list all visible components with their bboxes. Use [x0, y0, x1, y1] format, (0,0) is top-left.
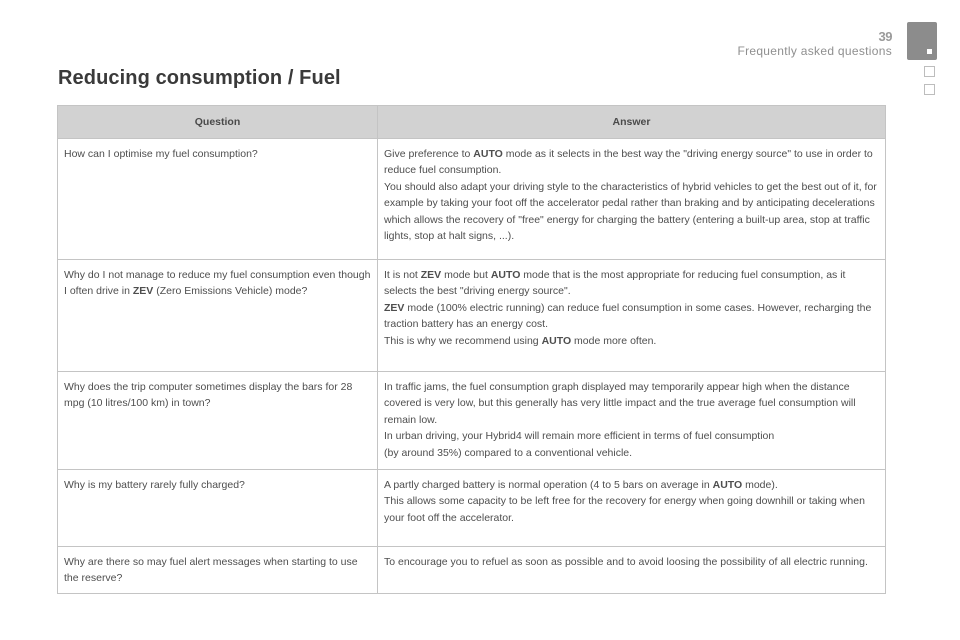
bold-term: AUTO	[473, 148, 503, 160]
answer-cell: Give preference to AUTO mode as it selects in the best way the "driving energy source" to use in order to reduce fuel consumption. You should also adapt your driving style to the characteristics of hybrid vehicles to get the best out of it, for example by taking your foot off the accelerator pedal rather than braking and by anticipating decelerations which allows the recovery of "free" energy for charging the battery (entering a built-up area, stop at traffic lights, stop at halt signs, ...).	[378, 139, 886, 260]
question-cell: Why is my battery rarely fully charged?	[58, 470, 378, 547]
table-header-row	[58, 106, 886, 139]
table-row	[58, 470, 886, 547]
bold-term: AUTO	[712, 479, 743, 491]
answer-cell: To encourage you to refuel as soon as possible and to avoid loosing the possibility of all electric running.	[378, 547, 886, 594]
answer-cell: In traffic jams, the fuel consumption graph displayed may temporarily appear high when the distance covered is very low, but this generally has very little impact and the true average fuel consumption will remain low. In urban driving, your Hybrid4 will remain more efficient in terms of fuel consumption (by around 35%) compared to a conventional vehicle.	[378, 372, 886, 470]
page-heading: Reducing consumption / Fuel	[58, 67, 341, 89]
faq-table	[57, 105, 886, 594]
bold-term: ZEV	[420, 269, 442, 281]
table-row	[58, 372, 886, 470]
bold-term: ZEV	[384, 301, 405, 314]
table-row	[58, 139, 886, 260]
column-header-question: Question	[58, 106, 378, 139]
column-header-answer: Answer	[378, 106, 886, 139]
table-row	[58, 547, 886, 594]
bold-term: AUTO	[541, 334, 572, 347]
chapter-tab-marker-icon	[927, 49, 932, 54]
page-number: 39	[878, 29, 892, 44]
question-cell: Why are there so may fuel alert messages when starting to use the reserve?	[58, 547, 378, 594]
chapter-tab-empty[interactable]	[924, 84, 935, 95]
question-cell: Why do I not manage to reduce my fuel consumption even though I often drive in ZEV (Zero Emissions Vehicle) mode?	[58, 260, 378, 372]
bold-term: ZEV	[132, 285, 154, 298]
answer-cell: It is not ZEV mode but AUTO mode that is the most appropriate for reducing fuel consumption, as it selects the best "driving energy source". ZEV mode (100% electric running) can reduce fuel consumption in some cases. However, recharging the traction battery has an energy cost. This is why we recommend using AUTO mode more often.	[378, 260, 886, 372]
bold-term: AUTO	[490, 269, 521, 281]
question-cell: How can I optimise my fuel consumption?	[58, 139, 378, 260]
chapter-tab-active[interactable]	[907, 22, 937, 60]
section-title: Frequently asked questions	[737, 44, 892, 58]
question-cell: Why does the trip computer sometimes display the bars for 28 mpg (10 litres/100 km) in town?	[58, 372, 378, 470]
chapter-tab-empty[interactable]	[924, 66, 935, 77]
table-row	[58, 260, 886, 372]
answer-cell: A partly charged battery is normal operation (4 to 5 bars on average in AUTO mode). This allows some capacity to be left free for the recovery for energy when going downhill or taking when your foot off the accelerator.	[378, 470, 886, 547]
